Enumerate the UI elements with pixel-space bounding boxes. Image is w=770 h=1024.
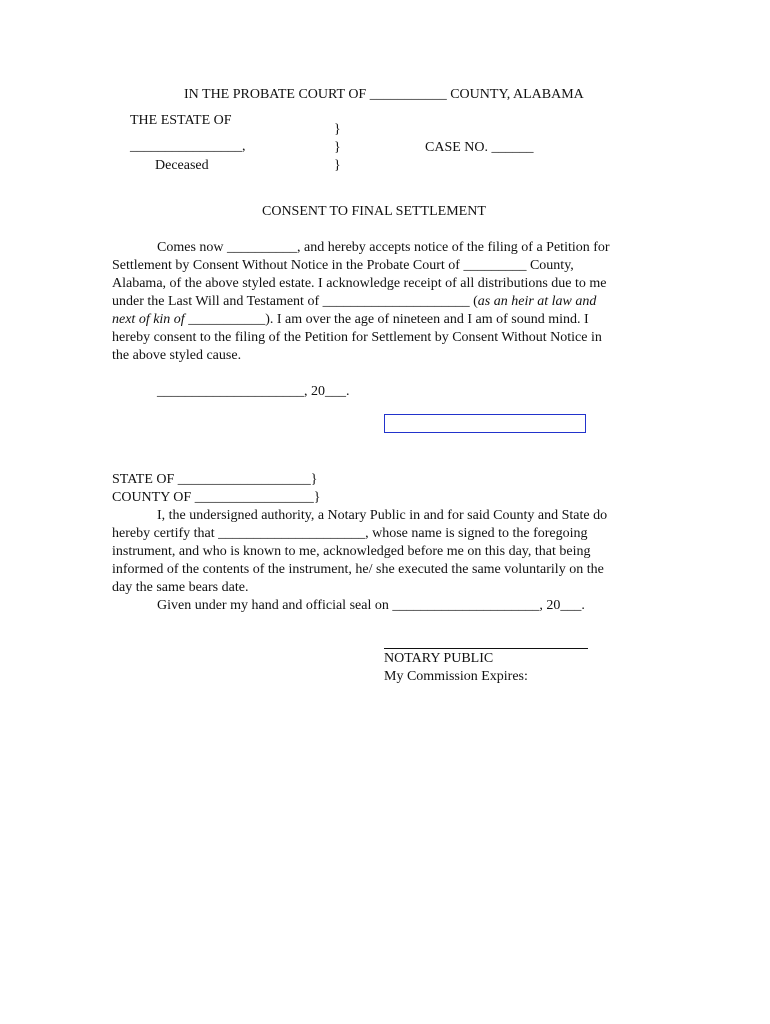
paragraph-line: Settlement by Consent Without Notice in the Probate Court of _________ County, (112, 258, 574, 273)
certificate-line: hereby certify that _____________________, whose name is signed to the foregoing (112, 526, 588, 541)
paragraph-text: under the Last Will and Testament of _____________________ ( (112, 294, 478, 309)
deceased-label: Deceased (155, 158, 209, 173)
paragraph-line: hereby consent to the filing of the Petition for Settlement by Consent Without Notice in (112, 330, 602, 345)
court-title: IN THE PROBATE COURT OF ___________ COUNTY, ALABAMA (184, 87, 584, 102)
caption-brace: } (334, 122, 341, 137)
certificate-line: day the same bears date. (112, 580, 249, 595)
paragraph-line: the above styled cause. (112, 348, 242, 363)
given-under-hand-line: Given under my hand and official seal on _____________________, 20___. (157, 598, 585, 613)
consent-date-line: _____________________, 20___. (157, 384, 350, 399)
certificate-line: instrument, and who is known to me, acknowledged before me on this day, that being (112, 544, 591, 559)
commission-expires-label: My Commission Expires: (384, 669, 528, 684)
consent-paragraph (112, 239, 652, 365)
county-of-line: COUNTY OF _________________} (112, 490, 321, 505)
case-number: CASE NO. ______ (425, 140, 534, 155)
caption-brace: } (334, 140, 341, 155)
heir-italic-text: as an heir at law and (477, 294, 597, 309)
document-title: CONSENT TO FINAL SETTLEMENT (262, 204, 486, 219)
estate-name-blank: ________________, (130, 139, 246, 154)
notary-certificate (112, 507, 652, 615)
kin-italic-text: next of kin of (112, 312, 185, 327)
state-of-line: STATE OF ___________________} (112, 472, 318, 487)
notary-public-label: NOTARY PUBLIC (384, 651, 494, 666)
paragraph-line (112, 293, 652, 311)
paragraph-line: Alabama, of the above styled estate. I acknowledge receipt of all distributions due to me (112, 276, 607, 291)
notary-signature-line (384, 648, 588, 649)
paragraph-text: ___________). I am over the age of nineteen and I am of sound mind. I (184, 312, 589, 327)
certificate-line: I, the undersigned authority, a Notary Public in and for said County and State do (157, 508, 608, 523)
caption-brace: } (334, 158, 341, 173)
paragraph-line: Comes now __________, and hereby accepts notice of the filing of a Petition for (157, 240, 610, 255)
signature-field[interactable] (384, 414, 586, 433)
estate-label: THE ESTATE OF (130, 113, 232, 128)
certificate-line: informed of the contents of the instrument, he/ she executed the same voluntarily on the (112, 562, 604, 577)
paragraph-line (112, 311, 652, 329)
